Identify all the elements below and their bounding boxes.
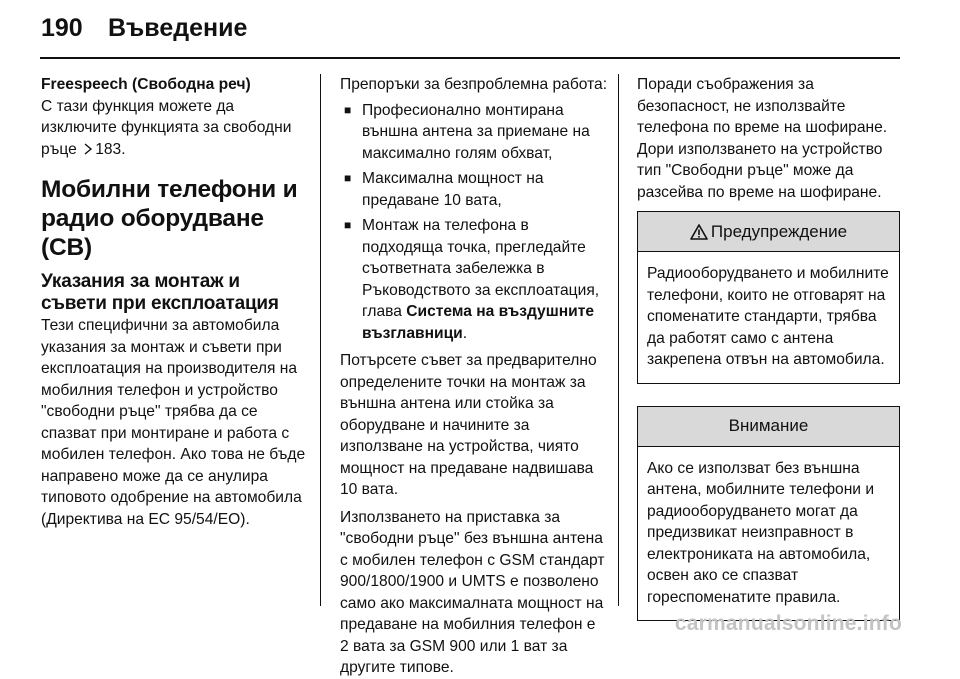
recommendations-list xyxy=(340,100,608,345)
airbag-chapter-link: Система на въздушните възглавници xyxy=(362,303,595,342)
warning-header xyxy=(638,212,899,252)
warning-triangle-icon xyxy=(690,224,708,240)
freespeech-text: С тази функция можете да изключите функцията за свободни ръце 183. xyxy=(41,97,292,158)
installation-body: Тези специфични за автомобила указания за монтаж и съвети при експлоатация на производителя на мобилния телефон и устройство "свободни ръце" трябва да се спазват при монтиране и работа с мобилен телефон. Ако това не бъде направено може да се анулира типовото одобрение на автомобила (Директива на ЕС 95/54/ЕО). xyxy=(41,317,306,528)
column-1 xyxy=(41,74,306,530)
handsfree-note: Използването на приставка за "свободни ръце" без външна антена с мобилен телефон с GSM стандарт 900/1800/1900 и UMTS е позволено само ако максималната мощност на предаване на мобилния телефон е 2 вата за GSM 900 или 1 ват за другите типове. xyxy=(340,508,605,676)
list-item: ■ Максимална мощност на предаване 10 вата, xyxy=(344,170,544,209)
section-heading: Мобилни телефони и радио оборудване (CB) xyxy=(41,176,298,261)
caution-header xyxy=(638,407,899,447)
column-3 xyxy=(637,74,903,621)
square-bullet-icon: ■ xyxy=(344,171,352,185)
chapter-title: Въведение xyxy=(108,14,248,42)
freespeech-title: Freespeech (Свободна реч) xyxy=(41,76,251,93)
list-item: ■ Професионално монтирана външна антена за приемане на максимално голям обхват, xyxy=(344,101,590,162)
reference-arrow-icon xyxy=(83,143,93,155)
page-number: 190 xyxy=(41,14,83,42)
header-rule xyxy=(40,57,900,59)
column-divider-2 xyxy=(618,74,619,606)
recommendations-intro: Препоръки за безпроблемна работа: xyxy=(340,76,608,93)
list-item: ■ Монтаж на телефона в подходяща точка, прегледайте съответната забележка в Ръководството за експлоатация, глава Система на въздушните възглавници. xyxy=(344,217,600,342)
warning-text: Радиооборудването и мобилните телефони, които не отговарят на споменатите стандарти, трябва да работят само с антена закрепена отвън на автомобила. xyxy=(647,265,889,368)
watermark: carmanualsonline.info xyxy=(674,612,902,635)
warning-title: Предупреждение xyxy=(710,221,848,241)
page-header xyxy=(41,14,247,43)
warning-box xyxy=(637,211,900,384)
caution-title: Внимание xyxy=(728,416,809,436)
square-bullet-icon: ■ xyxy=(344,102,352,117)
caution-text: Ако се използват без външна антена, мобилните телефони и радиооборудването могат да предизвикат неизправност в електрониката на автомобила, освен ако се спазват гореспоменатите правила. xyxy=(647,459,875,606)
square-bullet-icon: ■ xyxy=(344,218,352,232)
column-2 xyxy=(340,74,608,679)
caution-box xyxy=(637,406,900,622)
subheading: Указания за монтаж и съвети при експлоатация xyxy=(41,271,279,314)
column-divider-1 xyxy=(320,74,321,606)
antenna-advice: Потърсете съвет за предварително определените точки на монтаж за външна антена или стойка за оборудване и начините за използване на устройства, чиято мощност на предаване надвишава 10 вата. xyxy=(340,352,597,498)
safety-intro: Поради съображения за безопасност, не използвайте телефона по време на шофиране. Дори използването на устройство тип "Свободни ръце" може да разсейва по време на шофиране. xyxy=(637,76,888,201)
